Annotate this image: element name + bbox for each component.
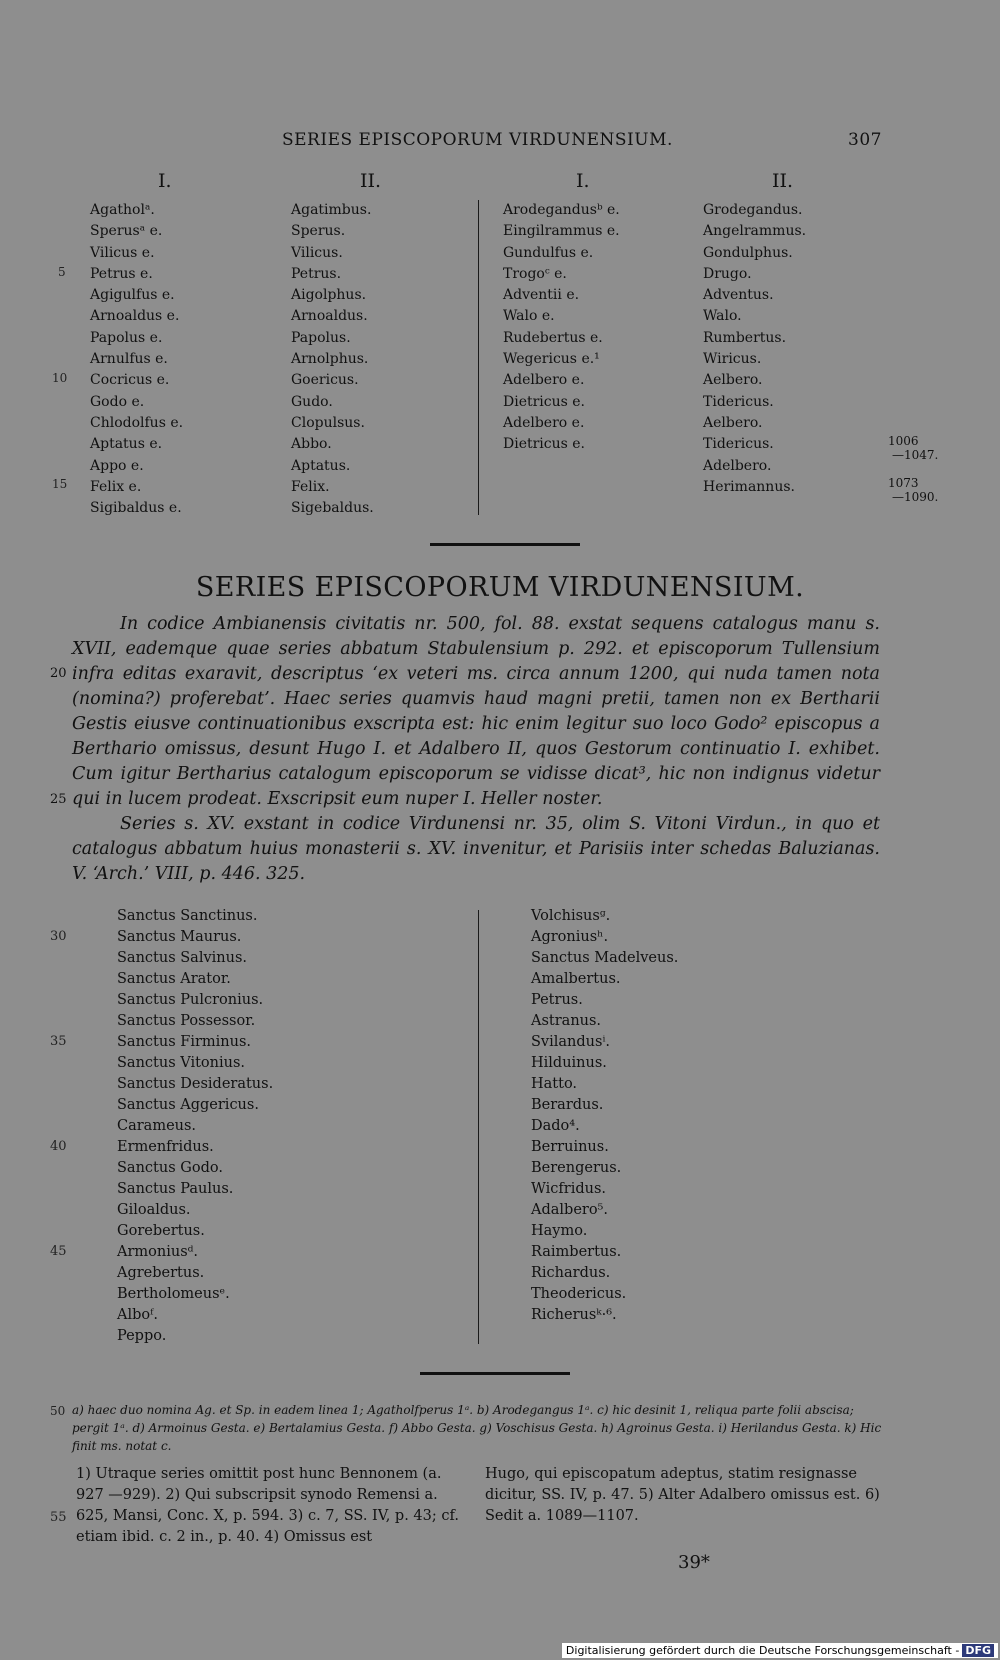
list-item: Petrus e. <box>90 265 153 282</box>
list-item: Gondulphus. <box>703 244 793 261</box>
introduction-text <box>72 612 880 887</box>
list-item: Hatto. <box>531 1076 578 1092</box>
list-item: Sigebaldus. <box>291 500 374 517</box>
list-item: Berengerus. <box>531 1160 622 1176</box>
line-number: 25 <box>50 792 67 807</box>
list-item: Agroniusʰ. <box>531 929 609 945</box>
bishop-list-left <box>117 906 273 1347</box>
list-item: Arnolphus. <box>291 351 369 368</box>
list-item: Wicfridus. <box>531 1181 607 1197</box>
list-item: Sanctus Possessor. <box>117 1013 256 1029</box>
list-item: Ermenfridus. <box>117 1139 214 1155</box>
list-item: Sperusᵃ e. <box>90 223 163 240</box>
list-item: Clopulsus. <box>291 414 365 431</box>
list-item: Adalbero⁵. <box>531 1202 608 1218</box>
list-item: Agrebertus. <box>117 1265 205 1281</box>
list-item: Sanctus Aggericus. <box>117 1097 259 1113</box>
list-item: Berruinus. <box>531 1139 609 1155</box>
list-item: Agigulfus e. <box>90 287 175 304</box>
col-header-4: II. <box>772 170 794 192</box>
date-to: —1090. <box>892 490 939 504</box>
list-item: Sigibaldus e. <box>90 500 182 517</box>
list-item: Trogoᶜ e. <box>503 265 567 282</box>
list-item: Chlodolfus e. <box>90 414 184 431</box>
list-item: Felix. <box>291 478 330 495</box>
line-number: 10 <box>52 371 68 385</box>
paragraph: Series s. XV. exstant in codice Virdunensi nr. 35, olim S. Vitoni Virdun., in quo et catalogus abbatum huius monasterii s. XV. invenitur, et Parisiis inter schedas Baluzianas. V. ‘Arch.’ VIII, p. 446. 325. <box>72 814 880 884</box>
list-item: Gundulfus e. <box>503 244 594 261</box>
list-item: Wegericus e.¹ <box>503 351 600 368</box>
list-item: Sanctus Sanctinus. <box>117 908 258 924</box>
line-number: 30 <box>50 929 67 944</box>
section-divider <box>420 1372 570 1375</box>
list-item: Appo e. <box>90 457 144 474</box>
list-item: Adventus. <box>703 287 774 304</box>
critical-apparatus: a) haec duo nomina Ag. et Sp. in eadem linea 1; Agatholfperus 1ᵃ. b) Arodegangus 1ᵃ. c) hic desinit 1, reliqua parte folii abscisa; pergit 1ᵃ. d) Armoinus Gesta. e) Bertalamius Gesta. f) Abbo Gesta. g) Voschisus Gesta. h) Agroinus Gesta. i) Herilandus Gesta. k) Hic finit ms. notat c. <box>72 1403 882 1453</box>
list-item: Dietricus e. <box>503 436 586 453</box>
list-item: Rudebertus e. <box>503 329 603 346</box>
list-item: Adelbero e. <box>503 414 585 431</box>
list-item: Vilicus. <box>291 244 343 261</box>
list-item: Papolus. <box>291 329 351 346</box>
list-item: Sanctus Desideratus. <box>117 1076 274 1092</box>
line-number: 20 <box>50 666 67 681</box>
list-item: Arnulfus e. <box>90 351 168 368</box>
line-number: 15 <box>52 477 68 491</box>
list-item: Adelbero. <box>703 457 772 474</box>
list-item: Agatholᵃ. <box>90 202 155 218</box>
list-item: Drugo. <box>703 265 752 282</box>
bishop-list-right <box>531 906 678 1326</box>
section-title: SERIES EPISCOPORUM VIRDUNENSIUM. <box>195 572 805 603</box>
list-item: Tidericus. <box>703 436 774 453</box>
list-item: Aptatus. <box>291 457 351 474</box>
list-item: Aelbero. <box>703 414 763 431</box>
list-item: Sanctus Arator. <box>117 971 231 987</box>
list-item: Giloaldus. <box>117 1202 191 1218</box>
list-item: Gudo. <box>291 393 333 410</box>
list-item: Arodegandusᵇ e. <box>503 202 620 218</box>
signature-mark: 39* <box>678 1552 710 1573</box>
list-item: Sperus. <box>291 223 346 240</box>
col-header-1: I. <box>158 170 172 192</box>
page-number: 307 <box>848 130 882 150</box>
list-item: Grodegandus. <box>703 202 803 218</box>
line-number: 50 <box>50 1404 66 1418</box>
list-item: Eingilrammus e. <box>503 223 620 240</box>
credit-text: Digitalisierung gefördert durch die Deutsche Forschungsgemeinschaft - <box>565 1644 960 1657</box>
list-item: Goericus. <box>291 372 359 389</box>
line-number: 35 <box>50 1034 67 1049</box>
col-header-3: I. <box>576 170 590 192</box>
date-range <box>888 476 938 504</box>
list-item: Arnoaldus e. <box>90 308 180 325</box>
bishop-column-A <box>90 200 183 519</box>
list-item: Godo e. <box>90 393 145 410</box>
date-to: —1047. <box>892 448 939 462</box>
list-item: Theodericus. <box>531 1286 627 1302</box>
list-item: Peppo. <box>117 1328 167 1344</box>
line-number: 45 <box>50 1244 67 1259</box>
list-item: Sanctus Salvinus. <box>117 950 248 966</box>
list-item: Sanctus Godo. <box>117 1160 223 1176</box>
line-number: 55 <box>50 1510 67 1525</box>
list-item: Adelbero e. <box>503 372 585 389</box>
list-item: Agatimbus. <box>291 202 372 218</box>
list-item: Dietricus e. <box>503 393 586 410</box>
list-item: Svilandusⁱ. <box>531 1034 610 1050</box>
date-from: 1073 <box>888 476 919 490</box>
list-item: Alboᶠ. <box>117 1307 158 1323</box>
list-item: Volchisusᵍ. <box>531 908 611 924</box>
list-item: Aptatus e. <box>90 436 163 453</box>
list-item: Sanctus Pulcronius. <box>117 992 264 1008</box>
list-item: Richerusᵏ·⁶. <box>531 1307 617 1323</box>
dfg-logo: DFG <box>962 1644 994 1657</box>
list-item: Bertholomeusᵉ. <box>117 1286 230 1302</box>
list-item: Vilicus e. <box>90 244 155 261</box>
list-item: Sanctus Firminus. <box>117 1034 251 1050</box>
paragraph: In codice Ambianensis civitatis nr. 500, fol. 88. exstat sequens catalogus manu s. XVII, eademque quae series abbatum Stabulensium p. 292. et episcoporum Tullensium infra editas exaravit, descriptus ‘ex veteri ms. circa annum 1200, qui nuda tamen nota (nomina?) proferebat’. Haec series quamvis haud magni pretii, tamen non ex Bertharii Gestis eiusve continuationibus exscripta est: hic enim legitur suo loco Godo² episcopus a Berthario omissus, desunt Hugo I. et Adalbero II, quos Gestorum continuatio I. exhibet. Cum igitur Bertharius catalogum episcoporum se vidisse dicat³, hic non indignus videtur qui in lucem prodeat. Exscripsit eum nuper I. Heller noster. <box>72 614 880 809</box>
list-item: Petrus. <box>291 265 342 282</box>
bishop-column-D <box>703 200 806 498</box>
list-item: Angelrammus. <box>703 223 807 240</box>
list-item: Armoniusᵈ. <box>117 1244 199 1260</box>
footnotes-left: 1) Utraque series omittit post hunc Bennonem (a. 927 —929). 2) Qui subscripsit synodo Remensi a. 625, Mansi, Conc. X, p. 594. 3) c. 7, SS. IV, p. 43; cf. etiam ibid. c. 2 in., p. 40. 4) Omissus est <box>76 1466 459 1545</box>
section-divider <box>430 543 580 546</box>
list-item: Richardus. <box>531 1265 611 1281</box>
list-item: Gorebertus. <box>117 1223 205 1239</box>
list-item: Herimannus. <box>703 478 795 495</box>
list-item: Dado⁴. <box>531 1118 580 1134</box>
list-item: Adventii e. <box>503 287 580 304</box>
list-item: Carameus. <box>117 1118 197 1134</box>
date-range <box>888 434 938 462</box>
col-header-2: II. <box>360 170 382 192</box>
list-item: Aigolphus. <box>291 287 367 304</box>
column-divider <box>478 910 479 1344</box>
list-item: Astranus. <box>531 1013 602 1029</box>
list-item: Hilduinus. <box>531 1055 607 1071</box>
line-number: 5 <box>58 265 66 279</box>
list-item: Walo e. <box>503 308 555 325</box>
line-number: 40 <box>50 1139 67 1154</box>
list-item: Arnoaldus. <box>291 308 368 325</box>
date-from: 1006 <box>888 434 919 448</box>
list-item: Felix e. <box>90 478 142 495</box>
list-item: Amalbertus. <box>531 971 621 987</box>
list-item: Tidericus. <box>703 393 774 410</box>
list-item: Sanctus Paulus. <box>117 1181 234 1197</box>
footnotes-right: Hugo, qui episcopatum adeptus, statim resignasse dicitur, SS. IV, p. 47. 5) Alter Adalbero omissus est. 6) Sedit a. 1089—1107. <box>485 1466 880 1524</box>
list-item: Sanctus Madelveus. <box>531 950 679 966</box>
list-item: Sanctus Vitonius. <box>117 1055 246 1071</box>
list-item: Petrus. <box>531 992 583 1008</box>
digitization-credit <box>562 1643 998 1658</box>
running-title: SERIES EPISCOPORUM VIRDUNENSIUM. <box>282 130 673 150</box>
list-item: Rumbertus. <box>703 329 787 346</box>
bishop-column-B <box>291 200 374 519</box>
list-item: Walo. <box>703 308 742 325</box>
list-item: Raimbertus. <box>531 1244 622 1260</box>
list-item: Wiricus. <box>703 351 762 368</box>
bishop-column-C <box>503 200 620 456</box>
list-item: Abbo. <box>291 436 332 453</box>
list-item: Papolus e. <box>90 329 163 346</box>
list-item: Cocricus e. <box>90 372 170 389</box>
list-item: Aelbero. <box>703 372 763 389</box>
list-item: Haymo. <box>531 1223 588 1239</box>
list-item: Berardus. <box>531 1097 604 1113</box>
column-divider <box>478 200 479 515</box>
list-item: Sanctus Maurus. <box>117 929 242 945</box>
